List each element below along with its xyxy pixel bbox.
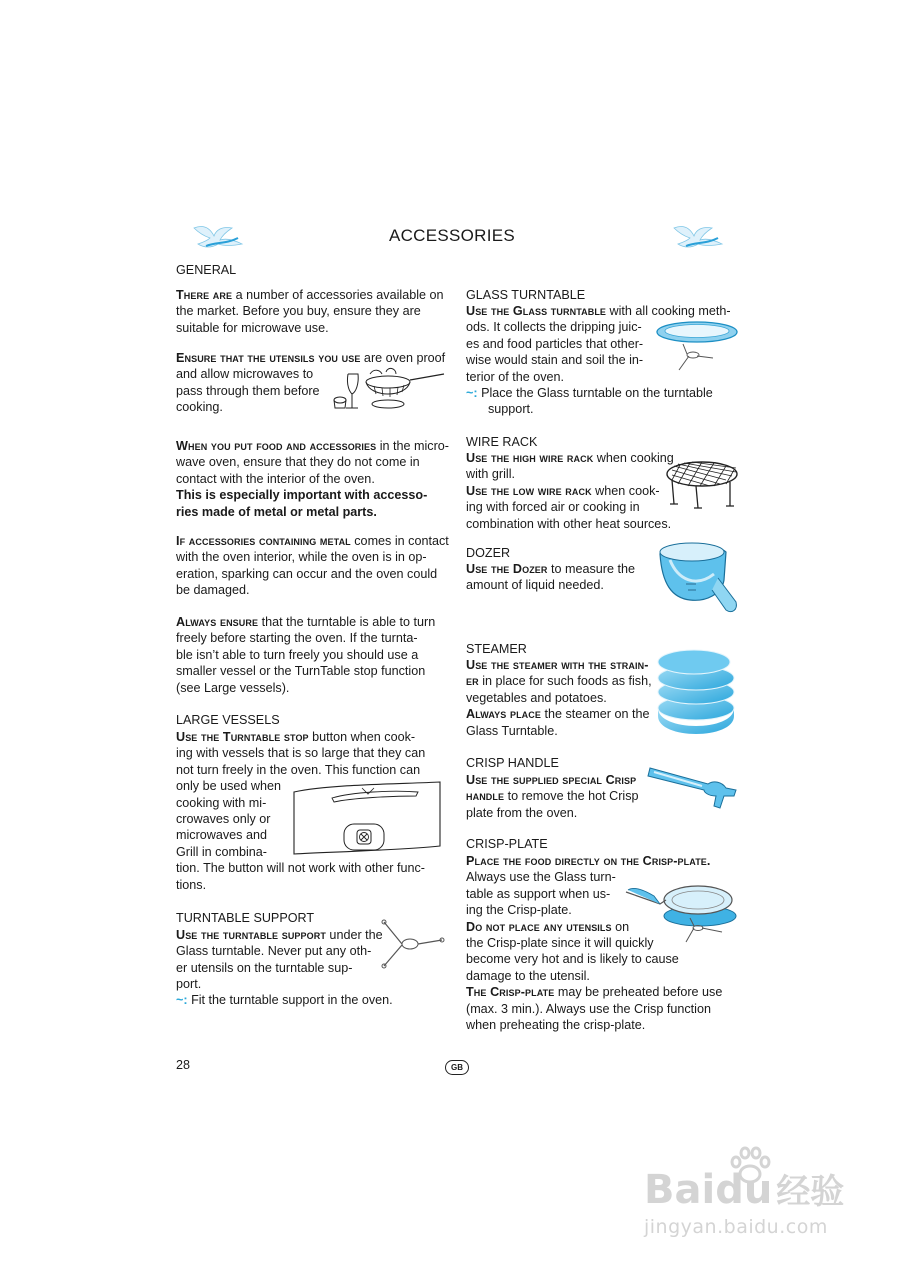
bullet-icon: ~: bbox=[176, 993, 188, 1007]
general-paragraph-3: When you put food and accessories in the micro- wave oven, ensure that they do not come in contact with the interior of the oven. This is especially important with accesso- ries made of metal or metal parts. bbox=[176, 439, 449, 519]
language-badge: GB bbox=[445, 1060, 469, 1075]
watermark-brand: Baidu 经验 bbox=[644, 1167, 845, 1213]
crisp-plate-heading: CRISP-PLATE bbox=[466, 837, 548, 851]
glass-turntable-bullet: ~: Place the Glass turntable on the turntable support. bbox=[466, 386, 713, 417]
dozer-heading: DOZER bbox=[466, 546, 511, 560]
steamer-paragraph: Use the steamer with the strain- er in place for such foods as fish, vegetables and potatoes. Always place the steamer on the Glass Turntable. bbox=[466, 658, 652, 738]
watermark-url: jingyan.baidu.com bbox=[644, 1216, 828, 1238]
turntable-support-illustration bbox=[380, 918, 444, 970]
large-vessels-paragraph: Use the Turntable stop button when cook- ing with vessels that is so large that they can not turn freely in the oven. This function can only be used when cooking with mi- crowaves only or microwaves and Grill in combina- tion. The button will not work with other func- tions. bbox=[176, 730, 426, 892]
crisp-handle-heading: CRISP HANDLE bbox=[466, 756, 559, 770]
bullet-icon: ~: bbox=[466, 386, 478, 400]
turntable-support-heading: TURNTABLE SUPPORT bbox=[176, 911, 315, 925]
general-paragraph-5: Always ensure that the turntable is able to turn freely before starting the oven. If the turnta- ble isn’t able to turn freely you should use a smaller vessel or the TurnTable stop function (see Large vessels). bbox=[176, 615, 436, 695]
wire-rack-heading: WIRE RACK bbox=[466, 435, 538, 449]
glass-turntable-illustration bbox=[655, 320, 739, 376]
general-paragraph-4: If accessories containing metal comes in contact with the oven interior, while the oven is in op- eration, sparking can occur and the oven could be damaged. bbox=[176, 534, 449, 598]
steamer-illustration bbox=[654, 646, 738, 742]
wire-rack-paragraph: Use the high wire rack when cooking with grill. Use the low wire rack when cook- ing with forced air or cooking in combination with other heat sources. bbox=[466, 451, 674, 531]
turntable-support-bullet: ~: Fit the turntable support in the oven. bbox=[176, 993, 393, 1007]
general-paragraph-1: There are a number of accessories available on the market. Before you buy, ensure they are suitable for microwave use. bbox=[176, 288, 444, 335]
wire-rack-illustration bbox=[664, 456, 740, 512]
bird-logo-right-icon bbox=[672, 222, 724, 252]
crisp-plate-paragraph: Place the food directly on the Crisp-plate. Always use the Glass turn- table as support when us- ing the Crisp-plate. Do not place any utensils on the Crisp-plate since it will quickly become very hot and is likely to cause damage to the utensil. The Crisp-plate may be preheated before use (max. 3 min.). Always use the Crisp function when preheating the crisp-plate. bbox=[466, 854, 723, 1033]
general-paragraph-2: Ensure that the utensils you use are oven proof and allow microwaves to pass through them before cooking. bbox=[176, 351, 446, 415]
crisp-handle-illustration bbox=[648, 760, 740, 810]
large-vessels-heading: LARGE VESSELS bbox=[176, 713, 280, 727]
general-heading: GENERAL bbox=[176, 263, 237, 277]
glass-turntable-paragraph: Use the Glass turntable with all cooking meth- ods. It collects the dripping juic- es and food particles that other- wise would stain and soil the in- terior of the oven. bbox=[466, 304, 731, 384]
turntable-stop-panel-illustration bbox=[292, 780, 442, 860]
dozer-paragraph: Use the Dozer to measure the amount of liquid needed. bbox=[466, 562, 636, 593]
crisp-handle-paragraph: Use the supplied special Crisp handle to remove the hot Crisp plate from the oven. bbox=[466, 773, 639, 820]
page-title: ACCESSORIES bbox=[388, 226, 516, 245]
utensils-illustration bbox=[326, 364, 446, 414]
glass-turntable-heading: GLASS TURNTABLE bbox=[466, 288, 586, 302]
turntable-support-paragraph: Use the turntable support under the Glass turntable. Never put any oth- er utensils on the turntable sup- port. bbox=[176, 928, 383, 992]
dozer-jug-illustration bbox=[656, 540, 740, 620]
crisp-plate-illustration bbox=[624, 870, 740, 950]
page-number: 28 bbox=[176, 1058, 191, 1072]
steamer-heading: STEAMER bbox=[466, 642, 527, 656]
